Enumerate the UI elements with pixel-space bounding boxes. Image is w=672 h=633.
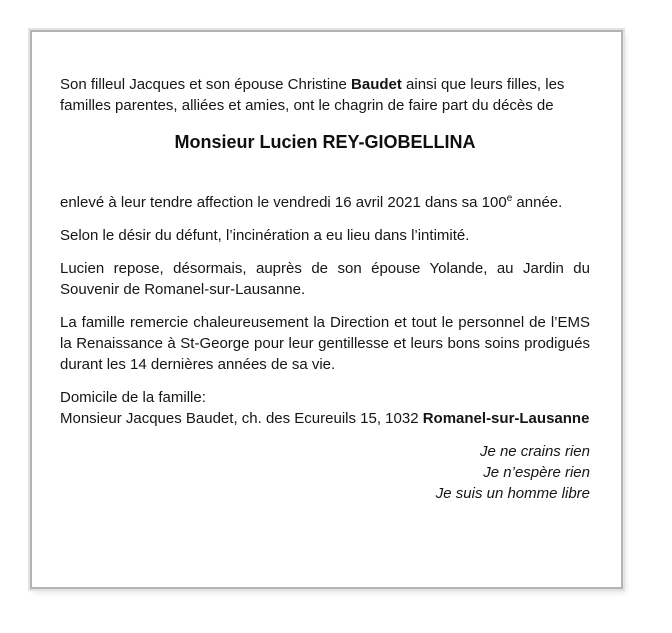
epitaph-line: Je ne crains rien (479, 443, 590, 460)
family-address-paragraph (60, 387, 590, 429)
epitaph-quote (60, 441, 590, 504)
family-address-bold-town: Romanel-sur-Lausanne (422, 410, 590, 427)
intro-text-before: Son filleul Jacques et son épouse Christine (60, 76, 352, 93)
intro-paragraph (60, 74, 590, 116)
passing-paragraph (60, 192, 590, 213)
intro-text-after: ainsi que leurs filles, les familles parentes, alliées et amies, ont le chagrin de faire part du décès de (60, 76, 565, 114)
family-address-text: Monsieur Jacques Baudet, ch. des Ecureuils 15, 1032 (60, 410, 423, 427)
family-address-label: Domicile de la famille: (60, 389, 206, 406)
ordinal-superscript: e (506, 193, 513, 204)
passing-text-before: enlevé à leur tendre affection le vendredi 16 avril 2021 dans sa 100 (60, 194, 507, 211)
thanks-paragraph: La famille remercie chaleureusement la Direction et tout le personnel de l’EMS la Renaissance à St-George pour leur gentillesse et leurs bons soins prodigués durant les 14 dernières années de sa vie. (60, 314, 590, 373)
notice-content (32, 32, 621, 587)
passing-text-after: année. (512, 194, 563, 211)
cremation-paragraph: Selon le désir du défunt, l’incinération a eu lieu dans l’intimité. (60, 227, 470, 244)
deceased-name-heading: Monsieur Lucien REY-GIOBELLINA (174, 132, 476, 152)
epitaph-line: Je suis un homme libre (435, 485, 590, 502)
resting-place-paragraph: Lucien repose, désormais, auprès de son épouse Yolande, au Jardin du Souvenir de Romanel-sur-Lausanne. (60, 260, 590, 298)
epitaph-line: Je n’espère rien (483, 464, 590, 481)
intro-bold-surname: Baudet (351, 76, 402, 93)
notice-frame (30, 30, 623, 589)
